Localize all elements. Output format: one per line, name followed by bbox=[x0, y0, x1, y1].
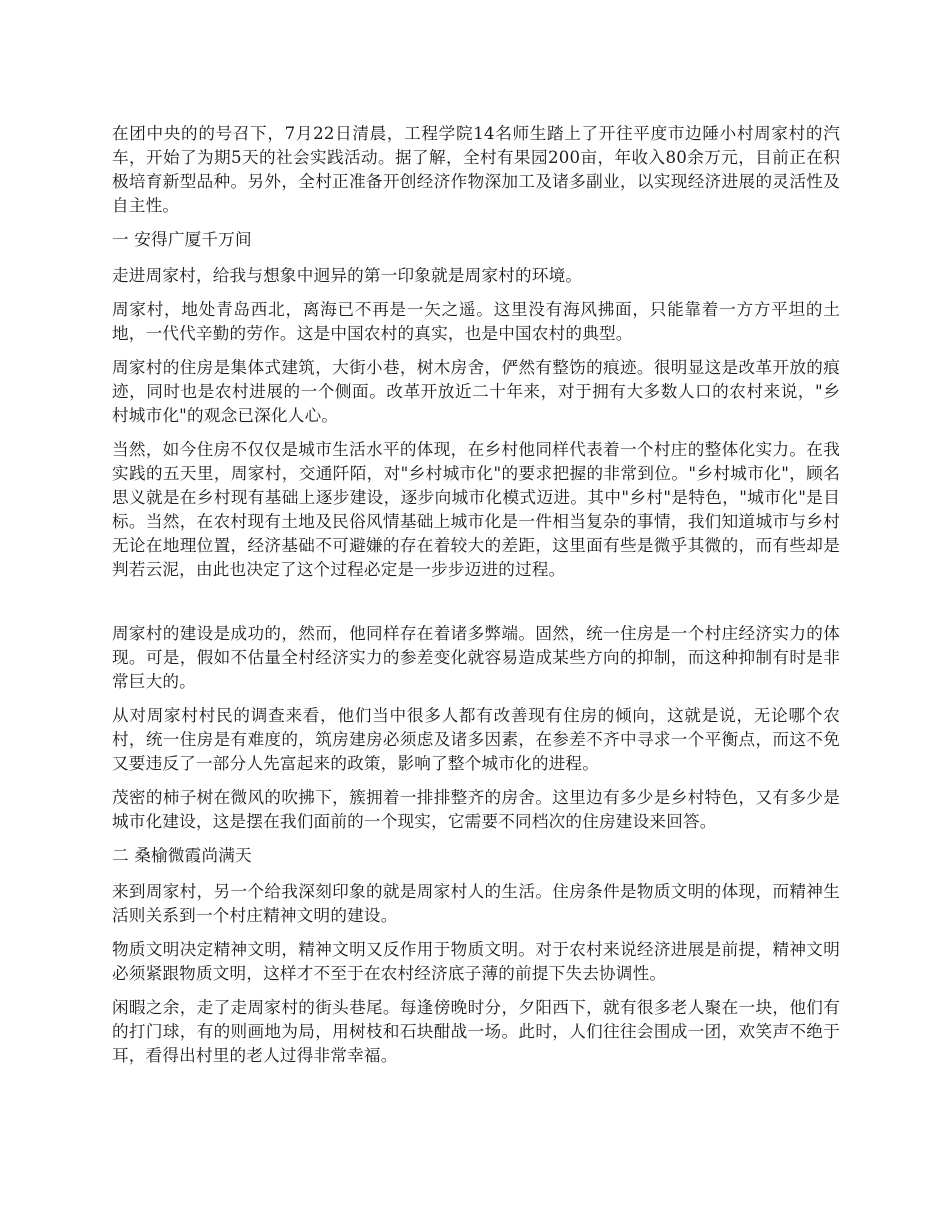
paragraph: 周家村，地处青岛西北，离海已不再是一矢之遥。这里没有海风拂面，只能靠着一方方平坦的土地，一代代辛勤的劳作。这是中国农村的真实，也是中国农村的典型。 bbox=[112, 300, 840, 343]
paragraph: 茂密的柿子树在微风的吹拂下，簇拥着一排排整齐的房舍。这里边有多少是乡村特色，又有多少是城市化建设，这是摆在我们面前的一个现实，它需要不同档次的住房建设来回答。 bbox=[112, 788, 840, 831]
paragraph: 当然，如今住房不仅仅是城市生活水平的体现，在乡村他同样代表着一个村庄的整体化实力。在我实践的五天里，周家村，交通阡陌，对"乡村城市化"的要求把握的非常到位。"乡村城市化"，顾名思义就是在乡村现有基础上逐步建设，逐步向城市化模式迈进。其中"乡村"是特色，"城市化"是目标。当然，在农村现有土地及民俗风情基础上城市化是一件相当复杂的事情，我们知道城市与乡村无论在地理位置，经济基础不可避嫌的存在着较大的差距，这里面有些是微乎其微的，而有些却是判若云泥，由此也决定了这个过程必定是一步步迈进的过程。 bbox=[112, 440, 840, 579]
document-body bbox=[112, 122, 840, 1078]
intro-paragraph: 在团中央的的号召下，7月22日清晨，工程学院14名师生踏上了开往平度市边陲小村周家村的汽车，开始了为期5天的社会实践活动。据了解，全村有果园200亩，年收入80余万元，目前正在积极培育新型品种。另外，全村正准备开创经济作物深加工及诸多副业，以实现经济进展的灵活性及自主性。 bbox=[112, 124, 840, 215]
section-heading-2: 二 桑榆微霞尚满天 bbox=[112, 846, 252, 865]
paragraph: 周家村的住房是集体式建筑，大街小巷，树木房舍，俨然有整饬的痕迹。很明显这是改革开放的痕迹，同时也是农村进展的一个侧面。改革开放近二十年来，对于拥有大多数人口的农村来说，"乡村城市化"的观念已深化人心。 bbox=[112, 358, 840, 425]
section-heading-1: 一 安得广厦千万间 bbox=[112, 230, 252, 249]
paragraph: 从对周家村村民的调查来看，他们当中很多人都有改善现有住房的倾向，这就是说，无论哪个农村，统一住房是有难度的，筑房建房必须虑及诸多因素，在参差不齐中寻求一个平衡点，而这不免又要违反了一部分人先富起来的政策，影响了整个城市化的进程。 bbox=[112, 706, 840, 773]
paragraph: 闲暇之余，走了走周家村的街头巷尾。每逢傍晚时分，夕阳西下，就有很多老人聚在一块，他们有的打门球，有的则画地为局，用树枝和石块酣战一场。此时，人们往往会围成一团，欢笑声不绝于耳，看得出村里的老人过得非常幸福。 bbox=[112, 998, 840, 1065]
paragraph: 周家村的建设是成功的，然而，他同样存在着诸多弊端。固然，统一住房是一个村庄经济实力的体现。可是，假如不估量全村经济实力的参差变化就容易造成某些方向的抑制，而这种抑制有时是非常巨大的。 bbox=[112, 624, 840, 691]
paragraph: 物质文明决定精神文明，精神文明又反作用于物质文明。对于农村来说经济进展是前提，精神文明必须紧跟物质文明，这样才不至于在农村经济底子薄的前提下失去协调性。 bbox=[112, 940, 840, 983]
paragraph: 来到周家村，另一个给我深刻印象的就是周家村人的生活。住房条件是物质文明的体现，而精神生活则关系到一个村庄精神文明的建设。 bbox=[112, 882, 840, 925]
paragraph: 走进周家村，给我与想象中迥异的第一印象就是周家村的环境。 bbox=[112, 266, 583, 285]
